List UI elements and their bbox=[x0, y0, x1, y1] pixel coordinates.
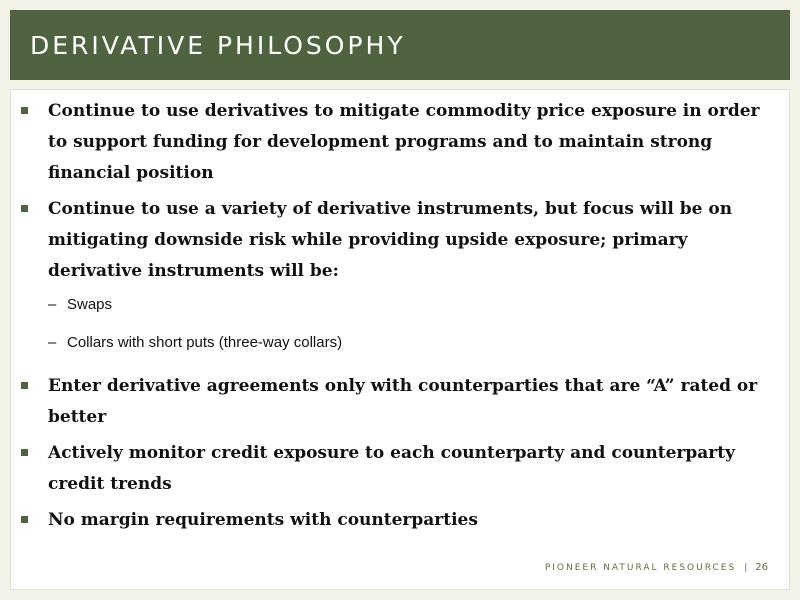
sub-bullet-item bbox=[19, 295, 779, 315]
bullet-item bbox=[19, 194, 779, 287]
title-bar bbox=[10, 10, 790, 80]
bullet-item bbox=[19, 96, 779, 189]
bullet-text: Enter derivative agreements only with counterparties that are “A” rated or better bbox=[48, 376, 758, 427]
page-number: 26 bbox=[755, 562, 768, 573]
footer bbox=[545, 562, 768, 573]
bullet-text: No margin requirements with counterparties bbox=[48, 510, 478, 530]
dash-bullet-icon: – bbox=[48, 296, 57, 313]
square-bullet-icon bbox=[21, 205, 28, 212]
bullet-list bbox=[19, 96, 779, 541]
slide-title: DERIVATIVE PHILOSOPHY bbox=[30, 30, 406, 60]
bullet-text: Actively monitor credit exposure to each counterparty and counterparty credit trends bbox=[48, 443, 735, 494]
bullet-item bbox=[19, 371, 779, 433]
sub-bullet-text: Collars with short puts (three-way collars) bbox=[67, 334, 343, 351]
bullet-item bbox=[19, 505, 779, 536]
footer-separator: | bbox=[744, 562, 748, 573]
sub-bullet-text: Swaps bbox=[67, 296, 113, 313]
footer-company: PIONEER NATURAL RESOURCES bbox=[544, 562, 737, 573]
square-bullet-icon bbox=[21, 107, 28, 114]
square-bullet-icon bbox=[21, 449, 28, 456]
square-bullet-icon bbox=[21, 516, 28, 523]
bullet-item bbox=[19, 438, 779, 500]
bullet-text: Continue to use derivatives to mitigate commodity price exposure in order to support funding for development programs and to maintain strong financial position bbox=[48, 101, 760, 183]
square-bullet-icon bbox=[21, 382, 28, 389]
content-panel bbox=[10, 89, 790, 590]
bullet-text: Continue to use a variety of derivative instruments, but focus will be on mitigating downside risk while providing upside exposure; primary derivative instruments will be: bbox=[48, 199, 733, 281]
dash-bullet-icon: – bbox=[48, 334, 57, 351]
sub-bullet-item bbox=[19, 333, 779, 353]
